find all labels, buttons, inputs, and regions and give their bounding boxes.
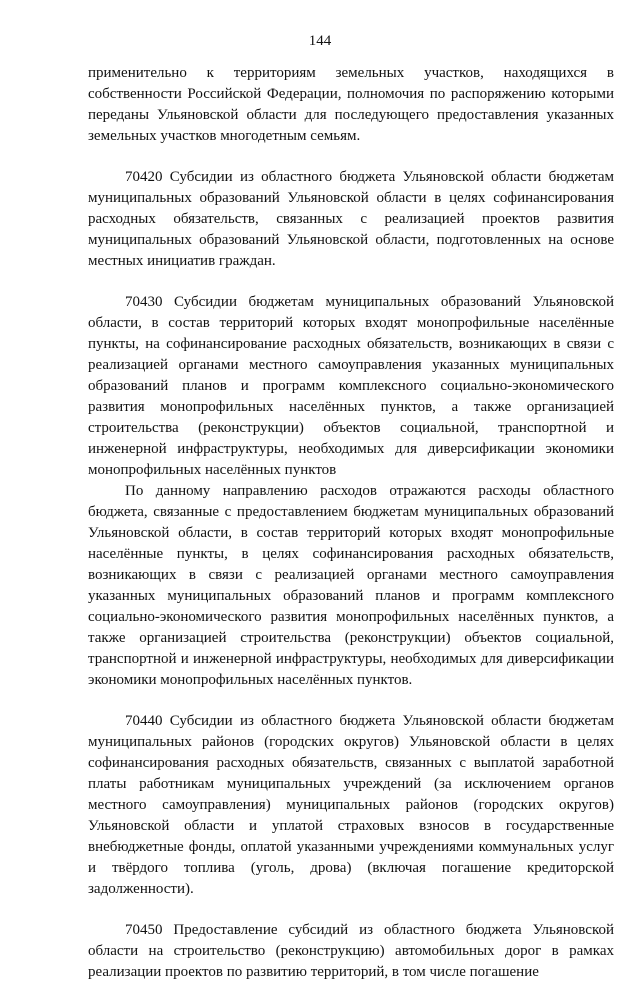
paragraph-70430-description: По данному направлению расходов отражаются расходы областного бюджета, связанные с предоставлением бюджетам муниципальных образований Ульяновской области, в состав территорий которых входят монопрофильные населённые пункты, в целях софинансирования расходных обязательств, возникающих в связи с реализацией органами местного самоуправления указанных муниципальных образований планов и программ комплексного социально-экономического развития монопрофильных населённых пунктов, а также организацией строительства (реконструкции) объектов социальной, транспортной и инженерной инфраструктуры, необходимых для диверсификации экономики монопрофильных населённых пунктов. — [88, 483, 614, 688]
paragraph-70430: 70430 Субсидии бюджетам муниципальных образований Ульяновской области, в состав территорий которых входят монопрофильные населённые пункты, на софинансирование расходных обязательств, возникающих в связи с реализацией органами местного самоуправления указанных муниципальных образований планов и программ комплексного социально-экономического развития монопрофильных населённых пунктов, а также организацией строительства (реконструкции) объектов социальной, транспортной и инженерной инфраструктуры, необходимых для диверсификации экономики монопрофильных населённых пунктов — [88, 294, 614, 478]
paragraph-70450: 70450 Предоставление субсидий из областного бюджета Ульяновской области на строительство (реконструкцию) автомобильных дорог в рамках реализации проектов по развитию территорий, в том числе погашение — [88, 922, 614, 980]
paragraph-continuation: применительно к территориям земельных участков, находящихся в собственности Российской Федерации, полномочия по распоряжению которыми переданы Ульяновской области для последующего предоставления указанных земельных участков многодетным семьям. — [88, 65, 614, 144]
paragraph-70440: 70440 Субсидии из областного бюджета Ульяновской области бюджетам муниципальных районов (городских округов) Ульяновской области в целях софинансирования расходных обязательств, связанных с выплатой заработной платы работникам муниципальных учреждений (за исключением органов местного самоуправления) муниципальных районов (городских округов) Ульяновской области и уплатой страховых взносов в государственные внебюджетные фонды, оплатой указанными учреждениями коммунальных услуг и твёрдого топлива (уголь, дрова) (включая погашение кредиторской задолженности). — [88, 713, 614, 897]
document-body — [88, 63, 614, 983]
paragraph-70420: 70420 Субсидии из областного бюджета Ульяновской области бюджетам муниципальных образований Ульяновской области в целях софинансирования расходных обязательств, связанных с реализацией проектов развития муниципальных образований Ульяновской области, подготовленных на основе местных инициатив граждан. — [88, 169, 614, 269]
page-number: 144 — [308, 33, 332, 49]
